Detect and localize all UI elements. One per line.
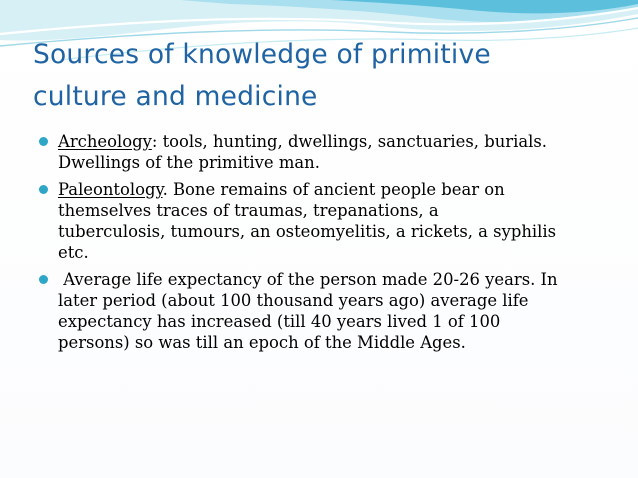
bullet-dot-icon <box>39 185 48 194</box>
bullet-archeology <box>39 131 614 173</box>
bullet-line: tuberculosis, tumours, an osteomyelitis, a rickets, a syphilis <box>58 222 557 241</box>
bullet-line: themselves traces of traumas, trepanations, a <box>58 201 439 220</box>
bullet-line <box>58 179 614 200</box>
slide-title-line-1: Sources of knowledge of primitive <box>33 39 491 70</box>
slide-title <box>33 34 613 118</box>
term-archeology: Archeology <box>58 132 152 151</box>
bullet-text: . Bone remains of ancient people bear on <box>162 180 505 199</box>
bullet-line: etc. <box>58 243 89 262</box>
slide-title-line-2: culture and medicine <box>33 81 318 112</box>
bullet-dot-icon <box>39 137 48 146</box>
bullet-paleontology <box>39 179 614 263</box>
bullet-line: Average life expectancy of the person made 20-26 years. In <box>58 270 558 289</box>
bullet-line: later period (about 100 thousand years ago) average life <box>58 291 529 310</box>
bullet-list <box>39 131 614 359</box>
bullet-dot-icon <box>39 275 48 284</box>
bullet-line: expectancy has increased (till 40 years lived 1 of 100 <box>58 312 501 331</box>
bullet-line <box>58 131 614 152</box>
bullet-life-expectancy <box>39 269 614 353</box>
term-paleontology: Paleontology <box>58 180 163 199</box>
bullet-line: Dwellings of the primitive man. <box>58 153 320 172</box>
bullet-line: persons) so was till an epoch of the Middle Ages. <box>58 333 466 352</box>
bullet-text: : tools, hunting, dwellings, sanctuaries, burials. <box>151 132 547 151</box>
